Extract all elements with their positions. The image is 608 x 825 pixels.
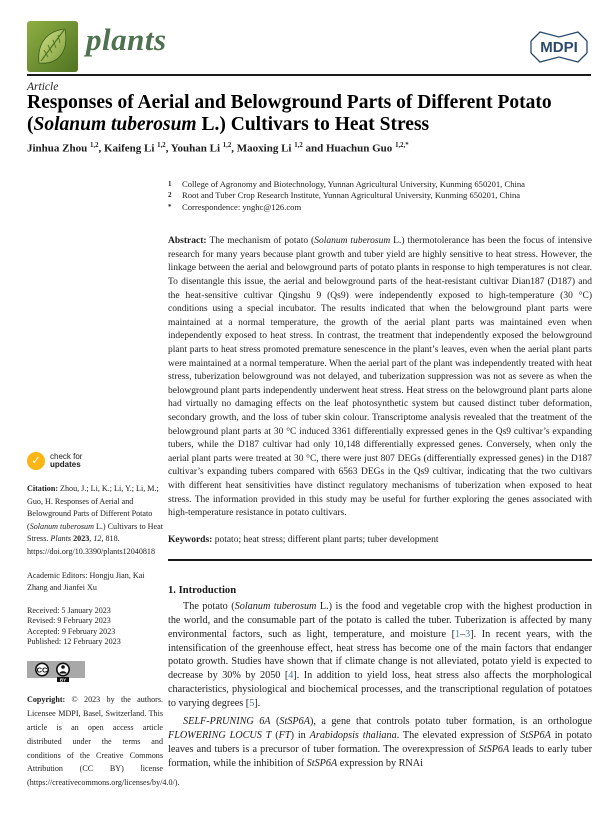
citation-text: Citation: Zhou, J.; Li, K.; Li, Y.; Li, M.; Guo, H. Responses of Aerial and Belowground Parts of Different Potato (Solanum tuberosum L.) Cultivars to Heat Stress. Plants 2023, 12, 818. https://doi.org/10.3390/plants12040818 [27, 484, 163, 556]
left-sidebar [27, 451, 180, 790]
authors-line: Jinhua Zhou $^{1,2}$, Kaifeng Li $^{1,2}$, Youhan Li $^{1,2}$, Maoxing Li $^{1,2}$ and Huachun Guo $^{1,2,*}$ [27, 142, 409, 155]
plants-leaf-logo-icon [27, 21, 78, 72]
copyright-notice: Copyright: © 2023 by the authors. Licensee MDPI, Basel, Switzerland. This article is an open access article distributed under the terms and conditions of the Creative Commons Attribution (CC BY) license (https://creativecommons.org/licenses/by/4.0/). [27, 695, 180, 788]
svg-text:BY: BY [59, 677, 67, 683]
affiliations [168, 179, 592, 213]
affiliation-1: 1 College of Agronomy and Biotechnology, Yunnan Agricultural University, Kunming 650201, China [168, 179, 525, 189]
page-title: Responses of Aerial and Belowground Parts of Different Potato (Solanum tuberosum L.) Cultivars to Heat Stress [27, 92, 552, 135]
accepted-date: Accepted: 9 February 2023 [27, 626, 116, 636]
revised-date: Revised: 9 February 2023 [27, 616, 111, 626]
check-for-updates-button[interactable] [27, 452, 163, 470]
intro-paragraph-2: SELF-PRUNING 6A (StSP6A), a gene that controls potato tuber formation, is an orthologue FLOWERING LOCUS T (FT) in Arabidopsis thaliana. The elevated expression of StSP6A in potato leaves and tubers is a precursor of tuber formation. The overexpression of StSP6A leads to early tuber formation, while the inhibition of StSP6A expression by RNAi [168, 716, 593, 769]
svg-text:CC: CC [36, 665, 48, 675]
journal-title: plants [86, 22, 167, 57]
received-date: Received: 5 January 2023 [27, 605, 111, 615]
intro-paragraph-1: The potato (Solanum tuberosum L.) is the food and vegetable crop with the highest production in the world, and the consumable part of the potato is called the tuber. Tuberization is affected by many environmental factors, such as light, temperature, and moisture [1–3]. In recent years, with the intensification of the greenhouse effect, heat stress has become one of the main factors that endanger potato growth. Studies have shown that if climate change is not alleviated, potato yield is expected to decrease by 30% by 2050 [4]. In addition to yield loss, heat stress also affects the morphological characteristics, physiological and biochemical processes, and the transcriptional regulation of potatoes to varying degrees [5]. [168, 600, 593, 710]
affiliation-2: 2 Root and Tuber Crop Research Institute, Yunnan Agricultural University, Kunming 650201, China [168, 190, 521, 201]
keywords-label: Keywords: [168, 534, 213, 545]
check-icon: ✓ [27, 452, 45, 470]
keywords-line [168, 534, 592, 548]
main-column [168, 179, 592, 771]
cc-by-license-icon [27, 661, 85, 682]
academic-editors: Academic Editors: Hongju Jian, Kai Zhang and Jianfei Xu [27, 570, 145, 593]
introduction-heading: 1. Introduction [168, 584, 237, 596]
article-dates [27, 606, 163, 648]
mdpi-logo [527, 28, 591, 66]
svg-text:MDPI: MDPI [540, 39, 578, 56]
header-divider [27, 74, 591, 76]
keywords-text: potato; heat stress; different plant parts; tuber development [214, 534, 439, 545]
abstract: Abstract: The mechanism of potato (Solanum tuberosum L.) thermotolerance has been the focus of intensive research for many years because plant growth and tuber yield are highly sensitive to heat stress. However, the linkage between the aerial and belowground parts of potato plants in response to high temperatures is not clear. To disentangle this issue, the aerial and belowground parts of the heat-resistant cultivar Dian187 (D187) and the heat-sensitive cultivar Qingshu 9 (Qs9) were independently exposed to high-temperature (30 °C) conditions using a special incubator. The results indicated that when the belowground plant parts were maintained at a normal temperature, the growth of the aerial plant parts was maintained even when independently exposed to heat stress. In contrast, the treatment that independently exposed the belowground plant parts to heat stress promoted premature senescence in the plant’s leaves, even when the aerial plant parts were maintained at a normal temperature. When the aerial part of the plant was independently treated with heat stress, tuberization belowground was not delayed, and tuberization suppression was not as severe as when the belowground plant parts independently underwent heat stress. Heat stress on the belowground plant parts alone had virtually no damaging effects on the leaf photosynthetic system but caused distinct tuber deformation, secondary growth, and the loss of tuber skin colour. Transcriptome analysis revealed that the treatment of the belowground plant parts at 30 °C induced 3361 differentially expressed genes in the Qs9 cultivar’s expanding tubers, while the D187 cultivar had only 10,148 differentially expressed genes. Conversely, when only the aerial plant parts were treated at 30 °C, there were just 807 DEGs (differentially expressed genes) in the D187 cultivar’s expanding tubers compared with 6563 DEGs in the Qs9 cultivar, indicating that the two cultivars with different heat sensitivities have distinct regulatory mechanisms of tuberization when exposed to heat stress. The information provided in this study may be useful for further exploring the genes associated with high-temperature resistance in potato cultivars. [168, 236, 592, 519]
correspondence-line: * Correspondence: ynghc@126.com [168, 201, 302, 212]
published-date: Published: 12 February 2023 [27, 636, 121, 646]
check-updates-label: check for updates [50, 451, 83, 469]
article-type-label: Article [27, 81, 59, 93]
section-divider [168, 559, 592, 561]
